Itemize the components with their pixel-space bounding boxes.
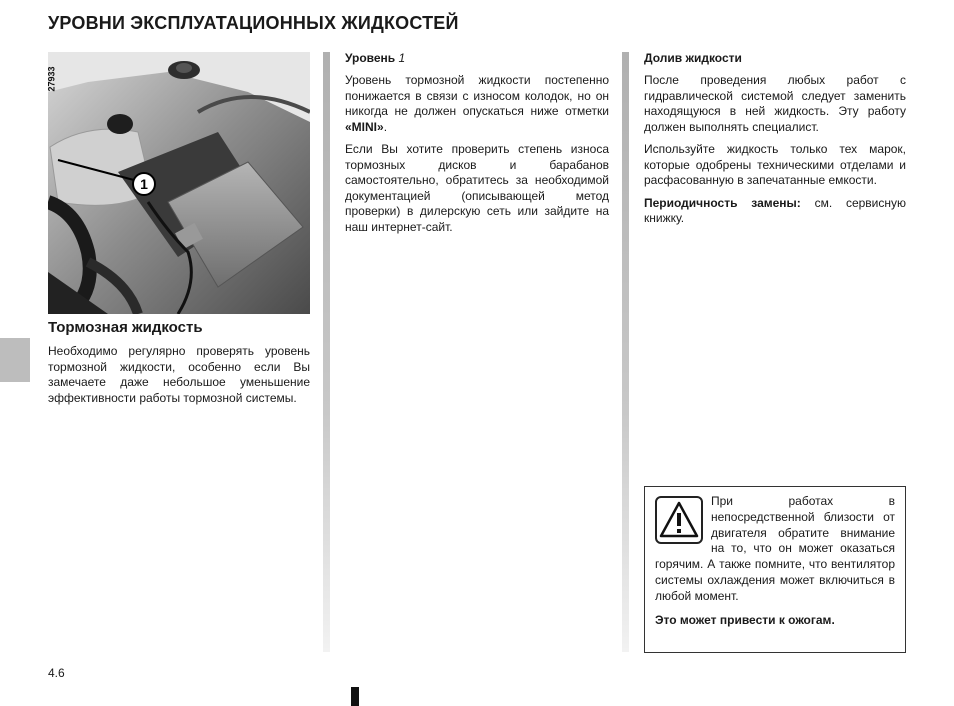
engine-bay-illustration [48, 52, 310, 314]
warning-bold-text: Это может привести к ожогам. [655, 612, 835, 627]
engine-bay-photo [48, 52, 310, 314]
chapter-tab [0, 338, 30, 382]
column-divider [323, 52, 330, 652]
page-number: 4.6 [48, 666, 65, 680]
level-heading: Уровень 1 [345, 51, 406, 65]
page-title: УРОВНИ ЭКСПЛУАТАЦИОННЫХ ЖИДКОСТЕЙ [48, 13, 459, 33]
column-divider [622, 52, 629, 652]
level-paragraph-2: Если Вы хотите проверить степень износа тормозных дисков и барабанов самостоятельно, обратитесь за необходимой документацией (описывающей метод проверки) в дилерскую сеть или зайдите на наш интернет-сайт. [345, 142, 609, 234]
replacement-interval: Периодичность замены: см. сервисную книжку. [644, 195, 906, 225]
topping-section [644, 51, 906, 227]
figure-code: 27933 [46, 66, 57, 92]
level-paragraph-1: Уровень тормозной жидкости постепенно понижается в связи с износом колодок, но он никогда не должен опускаться ниже отметки «MINI». [345, 73, 609, 134]
topping-paragraph-2: Используйте жидкость только тех марок, которые одобрены техническими отделами и расфасованную в запечатанные емкости. [644, 142, 906, 187]
callout-number: 1 [140, 176, 148, 192]
warning-text: При работах в непосредственной близости от двигателя обратите внимание на то, что он может оказаться горячим. А также помните, что вентилятор системы охлаждения может включиться в любой момент. [655, 494, 895, 603]
warning-box [644, 486, 906, 653]
brake-fluid-heading: Тормозная жидкость [48, 319, 203, 336]
brake-fluid-paragraph: Необходимо регулярно проверять уровень тормозной жидкости, особенно если Вы замечаете даже небольшое уменьшение эффективности работы тормозной системы. [48, 344, 310, 405]
topping-paragraph-1: После проведения любых работ с гидравлической системой следует заменить находящуюся в ней жидкость. Эту работу должен выполнять специалист. [644, 73, 906, 134]
level-section [345, 51, 609, 235]
topping-heading: Долив жидкости [644, 51, 742, 65]
warning-triangle-icon [655, 496, 703, 544]
page-marker [351, 687, 359, 706]
